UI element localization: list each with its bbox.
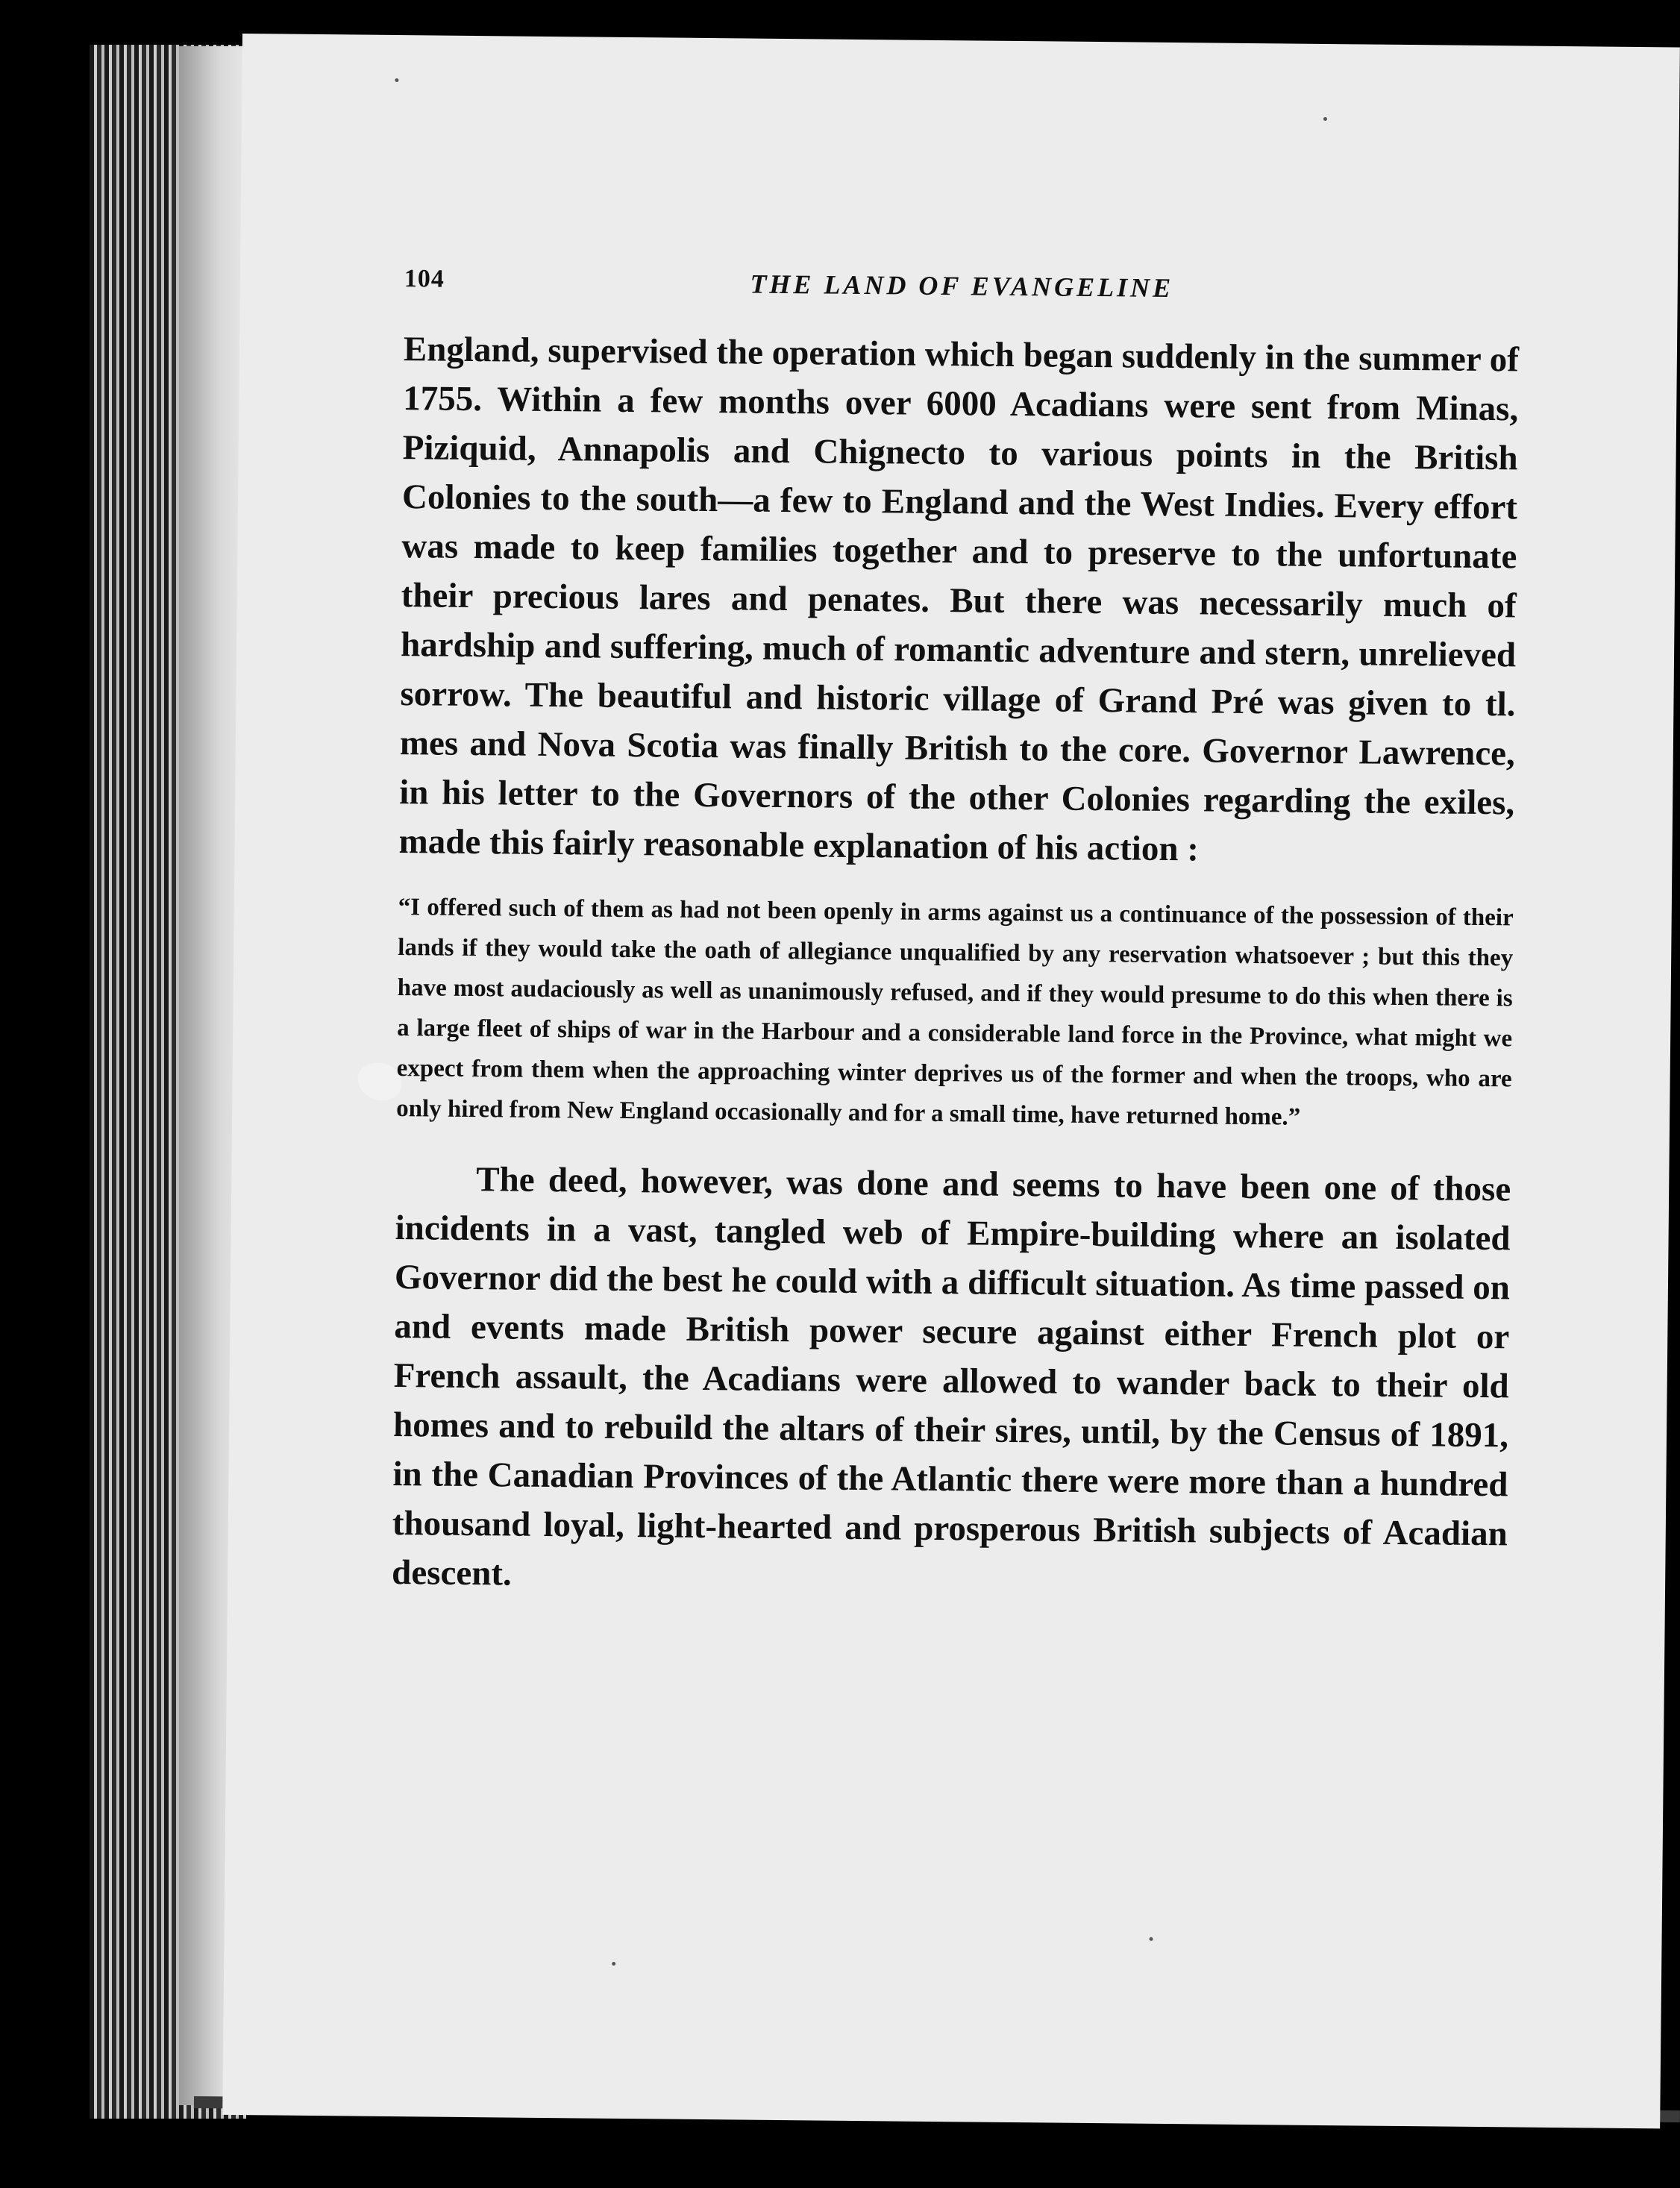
page-number: 104 <box>404 265 445 293</box>
page <box>222 34 1680 2128</box>
paper-speck <box>1150 1937 1153 1941</box>
body-paragraph-2: The deed, however, was done and seems to have been one of those incidents in a vast, tangled web of Empire-building where an isolated Governor did the best he could with a difficult situation. As time passed on and events made British power secure against either French plot or French assault, the Acadians were allowed to wander back to their old homes and to rebuild the altars of their sires, until, by the Census of 1891, in the Canadian Provinces of the Atlantic there were more than a hundred thousand loyal, light-hearted and prosperous British subjects of Acadian descent. <box>391 1160 1511 1593</box>
running-title: THE LAND OF EVANGELINE <box>750 269 1174 303</box>
body-paragraph-1: England, supervised the operation which began suddenly in the summer of 1755. Within a few months over 6000 Acadians were sent from Minas, Piziquid, Annapolis and Chignecto to various points in the British Colonies to the south—a few to England and the West Indies. Every effort was made to keep families together and to preserve to the unfortunate their precious lares and penates. But there was necessarily much of hardship and suffering, much of romantic adventure and stern, unrelieved sorrow. The beautiful and historic village of Grand Pré was given to tl. mes and Nova Scotia was finally British to the core. Governor Lawrence, in his letter to the Governors of the other Colonies regarding the exiles, made this fairly reasonable explanation of his action : <box>398 330 1520 869</box>
block-quote: “I offered such of them as had not been openly in arms against us a continuance of the possession of their lands if they would take the oath of allegiance unqualified by any reservation whatsoever ; but this they have most audaciously as well as unanimously refused, and if they would presume to do this when there is a large fleet of ships of war in the Harbour and a considerable land force in the Province, what might we expect from them when the approaching winter deprives us of the former and when the troops, who are only hired from New England occasionally and for a small time, have returned home.” <box>396 894 1514 1131</box>
page-content <box>392 265 1520 1608</box>
running-head <box>404 265 1520 320</box>
paper-speck <box>612 1962 615 1966</box>
paper-speck <box>1323 117 1327 121</box>
paper-blemish <box>357 1063 401 1101</box>
paper-speck <box>395 78 398 82</box>
